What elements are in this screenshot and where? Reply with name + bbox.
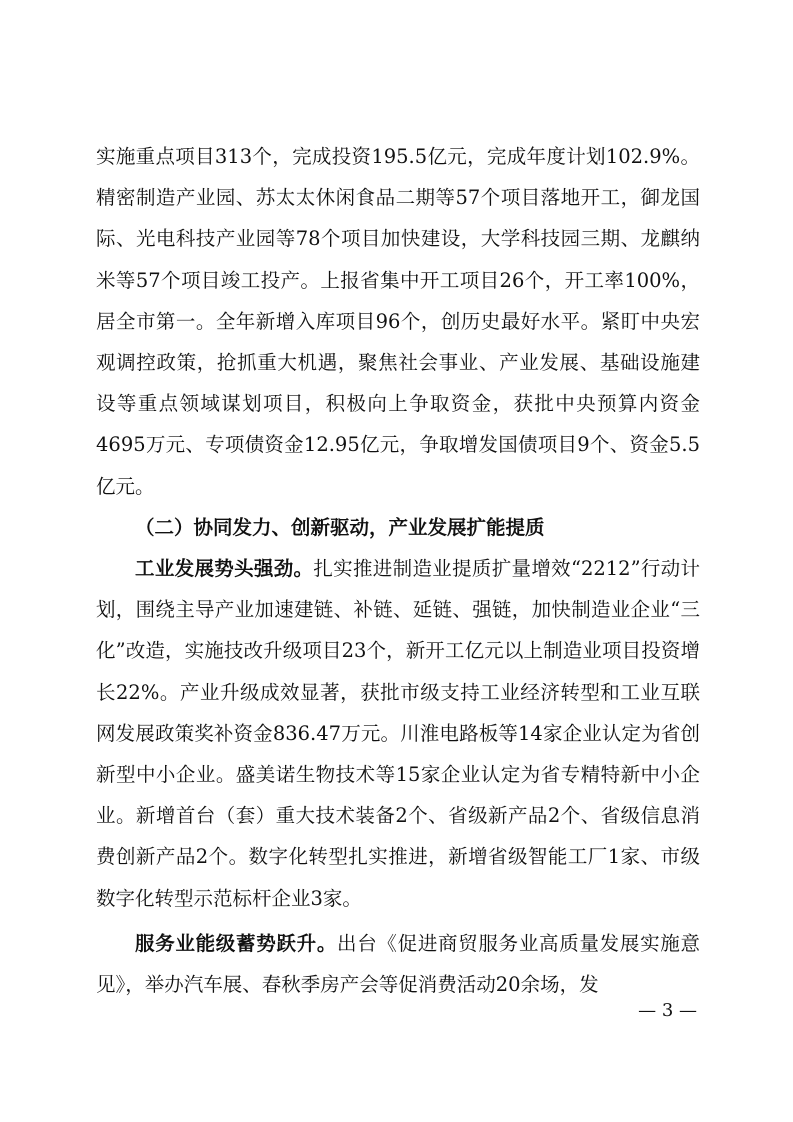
section-heading: （二）协同发力、创新驱动，产业发展扩能提质 bbox=[135, 515, 545, 539]
services-lead: 服务业能级蓄势跃升。 bbox=[135, 931, 338, 955]
services-paragraph bbox=[96, 923, 700, 1005]
project-investment-paragraph: 实施重点项目313个，完成投资195.5亿元，完成年度计划102.9%。精密制造产业园、苏太太休闲食品二期等57个项目落地开工，御龙国际、光电科技产业园等78个项目加快建设，大学科技园三期、龙麒纳米等57个项目竣工投产。上报省集中开工项目26个，开工率100%，居全市第一。全年新增入库项目96个，创历史最好水平。紧盯中央宏观调控政策，抢抓重大机遇，聚焦社会事业、产业发展、基础设施建设等重点领域谋划项目，积极向上争取资金，获批中央预算内资金4695万元、专项债资金12.95亿元，争取增发国债项目9个、资金5.5亿元。 bbox=[96, 145, 700, 498]
page-number: — 3 — bbox=[638, 1000, 697, 1021]
industry-paragraph bbox=[96, 548, 700, 919]
document-body bbox=[96, 136, 700, 1005]
industry-body: 扎实推进制造业提质扩量增效“2212”行动计划，围绕主导产业加速建链、补链、延链、强链，加快制造业企业“三化”改造，实施技改升级项目23个，新开工亿元以上制造业项目投资增长22%。产业升级成效显著，获批市级支持工业经济转型和工业互联网发展政策奖补资金836.47万元。川淮电路板等14家企业认定为省创新型中小企业。盛美诺生物技术等15家企业认定为省专精特新中小企业。新增首台（套）重大技术装备2个、省级新产品2个、省级信息消费创新产品2个。数字化转型扎实推进，新增省级智能工厂1家、市级数字化转型示范标杆企业3家。 bbox=[96, 557, 700, 910]
services-body: 出台《促进商贸服务业高质量发展实施意见》，举办汽车展、春秋季房产会等促消费活动20余场，发 bbox=[96, 931, 700, 997]
industry-lead: 工业发展势头强劲。 bbox=[135, 557, 314, 581]
